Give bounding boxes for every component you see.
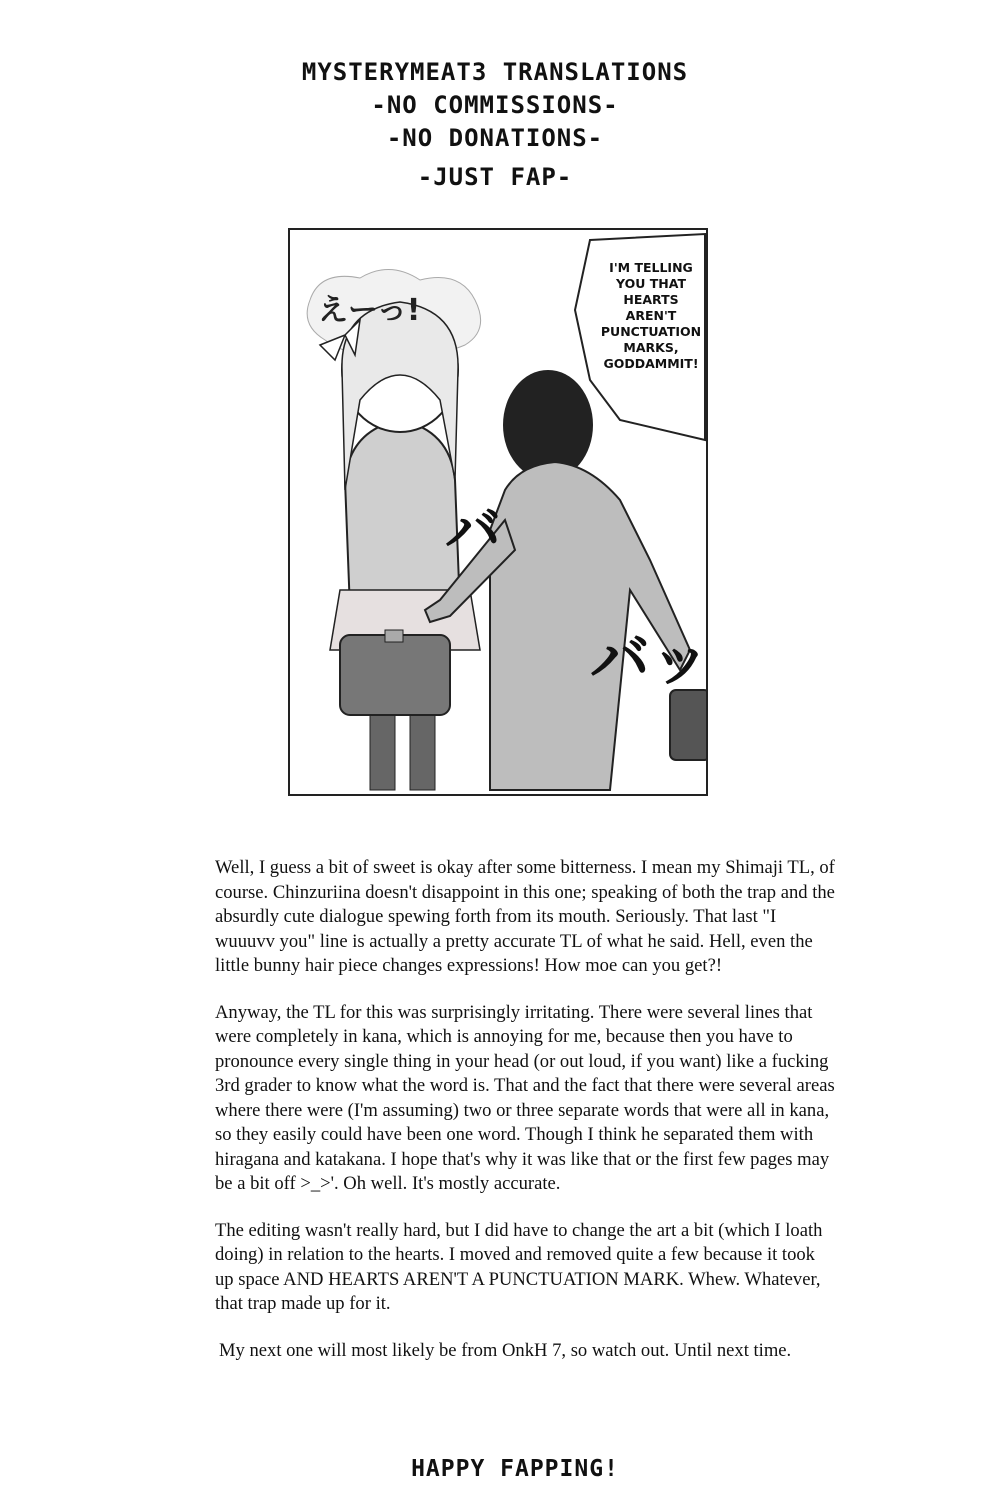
notes-paragraph: Well, I guess a bit of sweet is okay after some bitterness. I mean my Shimaji TL, of course. Chinzuriina doesn't disappoint in this one; speaking of both the trap and the absurdly cute dialogue spewing forth from its mouth. Seriously. That last "I wuuuvv you" line is actually a pretty accurate TL of what he said. Hell, even the little bunny hair piece changes expressions! How moe can you get?! bbox=[215, 857, 835, 976]
girl-leg-right bbox=[410, 710, 435, 790]
speech-bubble-text: I'M TELLING YOU THAT HEARTS AREN'T PUNCTUATION MARKS, GODDAMMIT! bbox=[600, 260, 702, 371]
manga-panel bbox=[288, 228, 708, 796]
no-commissions-line: -NO COMMISSIONS- bbox=[371, 91, 619, 119]
no-donations-line: -NO DONATIONS- bbox=[386, 124, 604, 152]
school-bag bbox=[340, 635, 450, 715]
bag-clasp bbox=[385, 630, 403, 642]
girl-jacket bbox=[345, 420, 460, 610]
translator-notes bbox=[215, 856, 835, 1385]
notes-paragraph: My next one will most likely be from OnkH 7, so watch out. Until next time. bbox=[219, 1339, 792, 1361]
group-name: MYSTERYMEAT3 TRANSLATIONS bbox=[301, 58, 689, 86]
notes-paragraph: The editing wasn't really hard, but I did have to change the art a bit (which I loath doing) in relation to the hearts. I moved and removed quite a few because it took up space AND HEARTS AREN'T A PUNCTUATION MARK. Whew. Whatever, that trap made up for it. bbox=[215, 1219, 823, 1314]
credits-header bbox=[0, 56, 990, 194]
tagline: -JUST FAP- bbox=[417, 163, 573, 191]
notes-paragraph: Anyway, the TL for this was surprisingly irritating. There were several lines that were completely in kana, which is annoying for me, because then you have to pronounce every single thing in your head (or out loud, if you want) like a fucking 3rd grader to know what the word is. That and the fact that there were several areas where there were (I'm assuming) two or three separate words that were all in kana, so they easily could have been one word. Though I think he separated them with hiragana and katakana. I hope that's why it was like that or the first few pages may be a bit off >_>'. Oh well. It's mostly accurate. bbox=[215, 1001, 835, 1194]
sfx-ba-1-text: バ bbox=[445, 499, 501, 564]
boy-bag bbox=[670, 690, 708, 760]
sfx-surprise-text: えーっ! bbox=[318, 293, 421, 328]
sfx-ba-2-text: バッ bbox=[590, 625, 710, 695]
girl-leg-left bbox=[370, 710, 395, 790]
sign-off: HAPPY FAPPING! bbox=[411, 1456, 619, 1482]
